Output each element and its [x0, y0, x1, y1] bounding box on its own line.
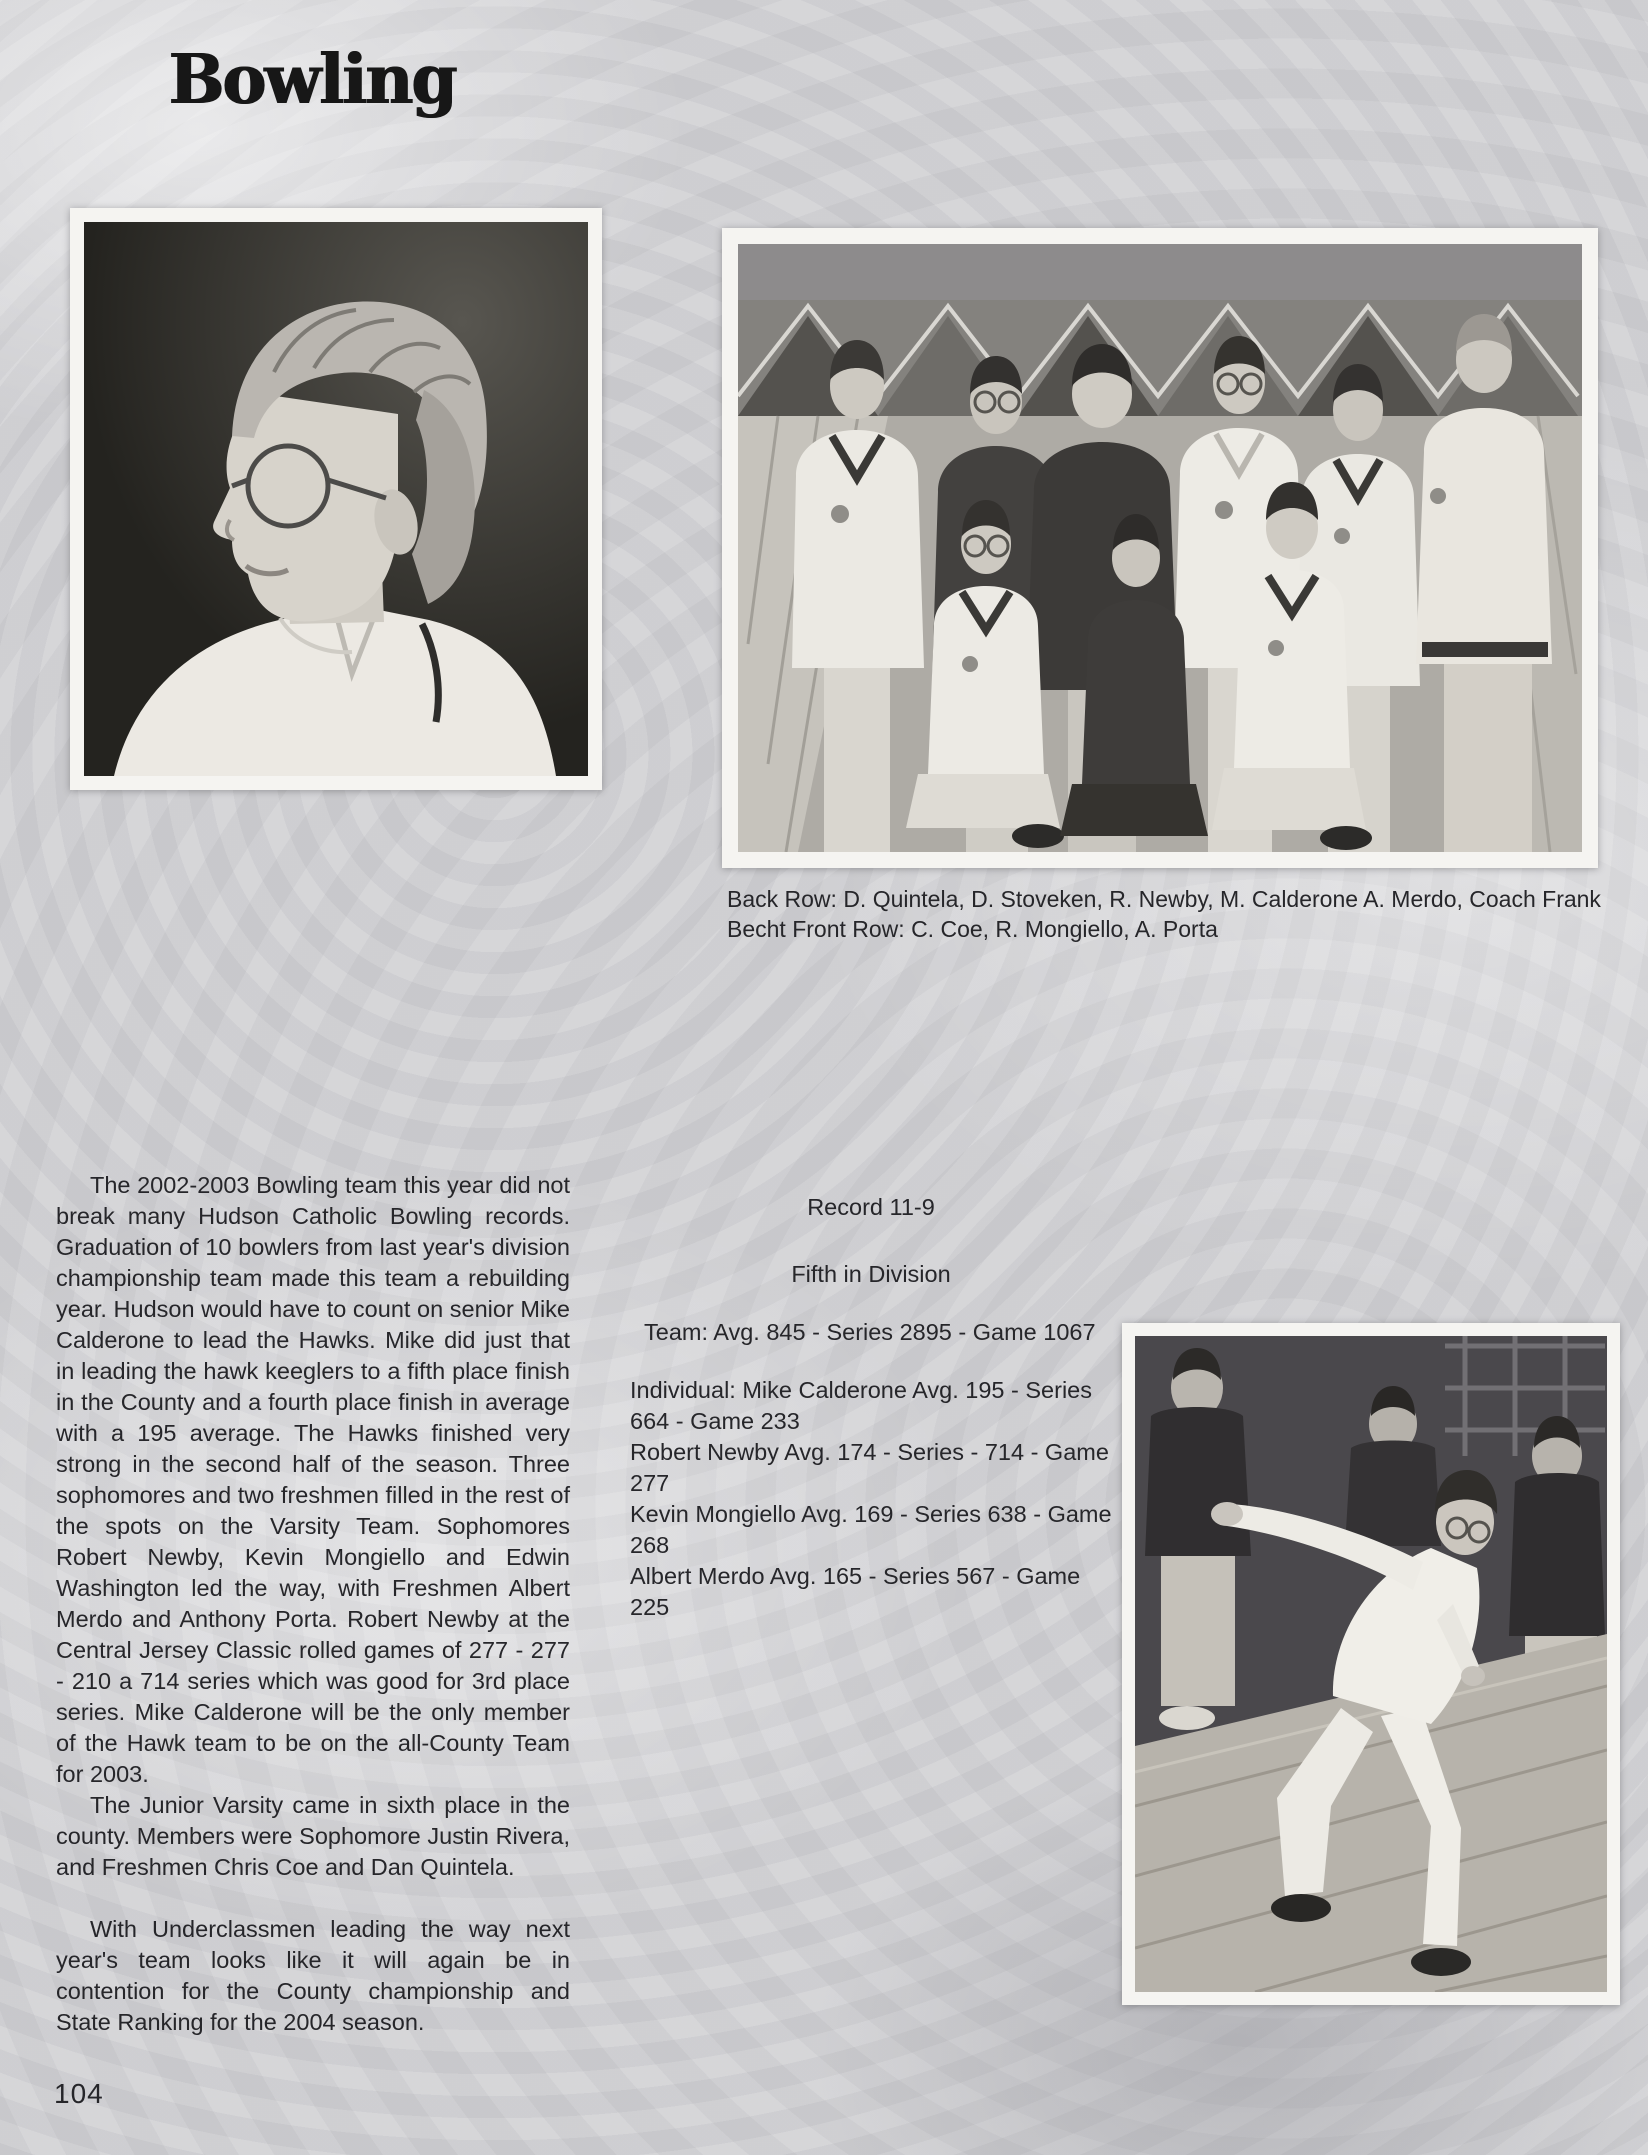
coach-photo: [70, 208, 602, 790]
bowler-action-illustration: [1135, 1336, 1607, 1992]
stats-column: [630, 1192, 1112, 1623]
team-photo-caption: Back Row: D. Quintela, D. Stoveken, R. Newby, M. Calderone A. Merdo, Coach Frank Becht Front Row: C. Coe, R. Mongiello, A. Porta: [727, 886, 1601, 942]
article-paragraph: The Junior Varsity came in sixth place in the county. Members were Sophomore Justin Rivera, and Freshmen Chris Coe and Dan Quintela.: [56, 1792, 570, 1880]
page-title: Bowling: [168, 38, 455, 120]
division-line: Fifth in Division: [791, 1261, 951, 1287]
team-photo-image: [738, 244, 1582, 852]
article-column: [56, 1170, 570, 2038]
individual-stat-line: Kevin Mongiello Avg. 169 - Series 638 - Game 268: [630, 1501, 1112, 1558]
action-photo: [1122, 1323, 1620, 2005]
team-photo: [722, 228, 1598, 868]
individual-stat-line: Albert Merdo Avg. 165 - Series 567 - Game 225: [630, 1563, 1081, 1620]
article-paragraph: The 2002-2003 Bowling team this year did not break many Hudson Catholic Bowling records. Graduation of 10 bowlers from last year's division championship team made this team a rebuilding year. Hudson would have to count on senior Mike Calderone to lead the Hawks. Mike did just that in leading the hawk keeglers to a fifth place finish in the County and a fourth place finish in average with a 195 average. The Hawks finished very strong in the second half of the season. Three sophomores and two freshmen filled in the rest of the spots on the Varsity Team. Sophomores Robert Newby, Kevin Mongiello and Edwin Washington led the way, with Freshmen Albert Merdo and Anthony Porta. Robert Newby at the Central Jersey Classic rolled games of 277 - 277 - 210 a 714 series which was good for 3rd place series. Mike Calderone will be the only member of the Hawk team to be on the all-County Team for 2003.: [56, 1172, 570, 1787]
individual-stat-line: Individual: Mike Calderone Avg. 195 - Series 664 - Game 233: [630, 1377, 1092, 1434]
action-photo-image: [1135, 1336, 1607, 1992]
front-row-players: [906, 482, 1372, 850]
record-line: Record 11-9: [807, 1194, 935, 1220]
team-stats-line: Team: Avg. 845 - Series 2895 - Game 1067: [644, 1319, 1096, 1345]
coach-photo-image: [84, 222, 588, 776]
individual-stats-list: [630, 1375, 1112, 1623]
coach-portrait-illustration: [84, 222, 588, 776]
article-paragraph: With Underclassmen leading the way next year's team looks like it will again be in contention for the County championship and State Ranking for the 2004 season.: [56, 1916, 570, 2035]
page-number: 104: [54, 2078, 104, 2109]
individual-stat-line: Robert Newby Avg. 174 - Series - 714 - Game 277: [630, 1439, 1109, 1496]
team-group-illustration: [738, 244, 1582, 852]
